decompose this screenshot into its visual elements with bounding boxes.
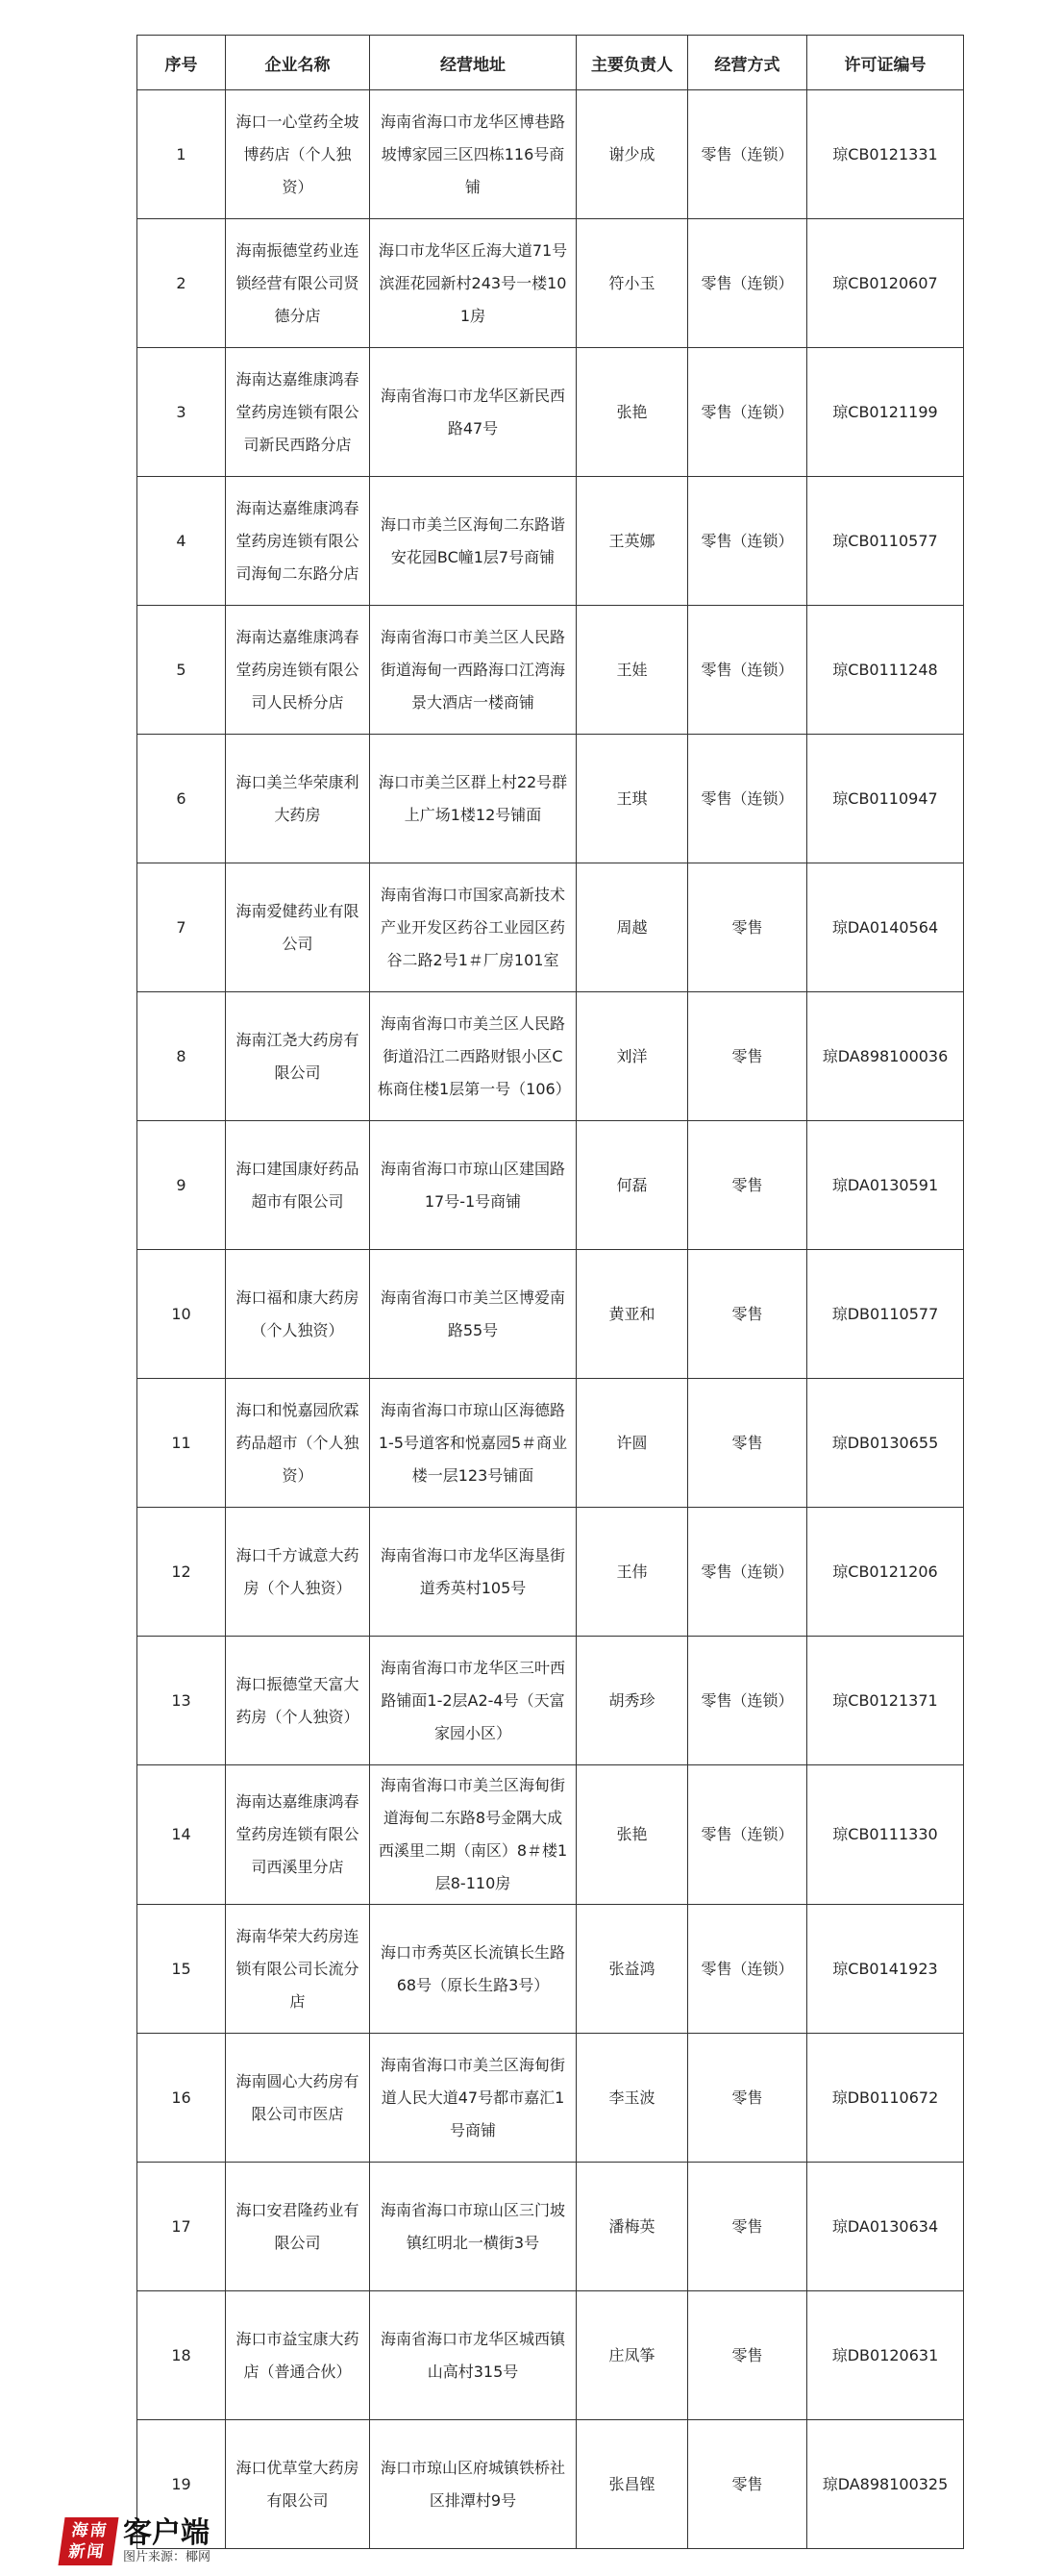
cell-business-mode: 零售 <box>688 2420 807 2549</box>
table-row <box>137 606 964 735</box>
cell-license-number: 琼DA0130634 <box>807 2163 964 2291</box>
cell-address: 海口市美兰区海甸二东路谐安花园BC幢1层7号商铺 <box>370 477 577 606</box>
table-row <box>137 1379 964 1508</box>
table-row <box>137 992 964 1121</box>
logo-text-group <box>123 2517 210 2565</box>
cell-person-in-charge: 张昌铿 <box>577 2420 688 2549</box>
cell-index: 16 <box>137 2034 226 2163</box>
cell-company-name: 海口市益宝康大药店（普通合伙） <box>226 2291 370 2420</box>
cell-business-mode: 零售（连锁） <box>688 1508 807 1637</box>
cell-company-name: 海口福和康大药房（个人独资） <box>226 1250 370 1379</box>
cell-index: 15 <box>137 1905 226 2034</box>
cell-index: 4 <box>137 477 226 606</box>
cell-person-in-charge: 张艳 <box>577 1765 688 1905</box>
cell-person-in-charge: 许圆 <box>577 1379 688 1508</box>
cell-address: 海南省海口市国家高新技术产业开发区药谷工业园区药谷二路2号1＃厂房101室 <box>370 863 577 992</box>
cell-company-name: 海口优草堂大药房有限公司 <box>226 2420 370 2549</box>
cell-business-mode: 零售（连锁） <box>688 477 807 606</box>
cell-business-mode: 零售 <box>688 2034 807 2163</box>
cell-index: 3 <box>137 348 226 477</box>
table-row <box>137 2420 964 2549</box>
cell-address: 海南省海口市美兰区海甸街道海甸二东路8号金隅大成西溪里二期（南区）8＃楼1层8-110房 <box>370 1765 577 1905</box>
cell-person-in-charge: 刘洋 <box>577 992 688 1121</box>
cell-company-name: 海口千方诚意大药房（个人独资） <box>226 1508 370 1637</box>
cell-address: 海口市秀英区长流镇长生路68号（原长生路3号） <box>370 1905 577 2034</box>
table-row <box>137 348 964 477</box>
cell-business-mode: 零售 <box>688 992 807 1121</box>
cell-address: 海南省海口市美兰区海甸街道人民大道47号都市嘉汇1号商铺 <box>370 2034 577 2163</box>
table-row <box>137 219 964 348</box>
cell-index: 12 <box>137 1508 226 1637</box>
header-address: 经营地址 <box>370 36 577 90</box>
cell-address: 海南省海口市琼山区海德路1-5号道客和悦嘉园5＃商业楼一层123号铺面 <box>370 1379 577 1508</box>
cell-index: 2 <box>137 219 226 348</box>
cell-person-in-charge: 李玉波 <box>577 2034 688 2163</box>
client-label: 客户端 <box>123 2516 210 2550</box>
table-row <box>137 2163 964 2291</box>
cell-license-number: 琼CB0121206 <box>807 1508 964 1637</box>
cell-license-number: 琼DB0130655 <box>807 1379 964 1508</box>
cell-address: 海南省海口市龙华区城西镇山高村315号 <box>370 2291 577 2420</box>
header-company-name: 企业名称 <box>226 36 370 90</box>
table-row <box>137 2034 964 2163</box>
cell-person-in-charge: 符小玉 <box>577 219 688 348</box>
table-row <box>137 1637 964 1765</box>
cell-person-in-charge: 何磊 <box>577 1121 688 1250</box>
cell-company-name: 海口和悦嘉园欣霖药品超市（个人独资） <box>226 1379 370 1508</box>
cell-company-name: 海南爱健药业有限公司 <box>226 863 370 992</box>
header-person-in-charge: 主要负责人 <box>577 36 688 90</box>
cell-business-mode: 零售（连锁） <box>688 348 807 477</box>
cell-license-number: 琼CB0111248 <box>807 606 964 735</box>
cell-company-name: 海口建国康好药品超市有限公司 <box>226 1121 370 1250</box>
header-index: 序号 <box>137 36 226 90</box>
cell-license-number: 琼CB0141923 <box>807 1905 964 2034</box>
cell-person-in-charge: 王娃 <box>577 606 688 735</box>
cell-index: 13 <box>137 1637 226 1765</box>
cell-person-in-charge: 王琪 <box>577 735 688 863</box>
cell-license-number: 琼DB0110577 <box>807 1250 964 1379</box>
cell-index: 5 <box>137 606 226 735</box>
hainan-news-logo <box>58 2517 118 2565</box>
cell-license-number: 琼DA898100325 <box>807 2420 964 2549</box>
cell-business-mode: 零售 <box>688 1250 807 1379</box>
cell-company-name: 海南江尧大药房有限公司 <box>226 992 370 1121</box>
cell-license-number: 琼CB0121371 <box>807 1637 964 1765</box>
cell-index: 6 <box>137 735 226 863</box>
cell-license-number: 琼DB0110672 <box>807 2034 964 2163</box>
cell-business-mode: 零售（连锁） <box>688 1765 807 1905</box>
cell-person-in-charge: 周越 <box>577 863 688 992</box>
cell-license-number: 琼DA0130591 <box>807 1121 964 1250</box>
cell-address: 海南省海口市美兰区博爱南路55号 <box>370 1250 577 1379</box>
cell-license-number: 琼CB0121199 <box>807 348 964 477</box>
cell-person-in-charge: 张益鸿 <box>577 1905 688 2034</box>
header-license-number: 许可证编号 <box>807 36 964 90</box>
table-header-row <box>137 36 964 90</box>
cell-address: 海南省海口市龙华区博巷路坡博家园三区四栋116号商铺 <box>370 90 577 219</box>
footer-brand <box>62 2517 210 2565</box>
cell-person-in-charge: 庄凤筝 <box>577 2291 688 2420</box>
cell-business-mode: 零售 <box>688 2163 807 2291</box>
table-row <box>137 1121 964 1250</box>
header-business-mode: 经营方式 <box>688 36 807 90</box>
cell-address: 海南省海口市龙华区新民西路47号 <box>370 348 577 477</box>
cell-company-name: 海南圆心大药房有限公司市医店 <box>226 2034 370 2163</box>
cell-person-in-charge: 黄亚和 <box>577 1250 688 1379</box>
cell-business-mode: 零售 <box>688 863 807 992</box>
cell-address: 海口市琼山区府城镇铁桥社区排潭村9号 <box>370 2420 577 2549</box>
cell-company-name: 海口一心堂药全坡博药店（个人独资） <box>226 90 370 219</box>
cell-address: 海口市龙华区丘海大道71号滨涯花园新村243号一楼101房 <box>370 219 577 348</box>
cell-license-number: 琼DB0120631 <box>807 2291 964 2420</box>
table-row <box>137 1250 964 1379</box>
table-row <box>137 1905 964 2034</box>
cell-index: 10 <box>137 1250 226 1379</box>
cell-index: 7 <box>137 863 226 992</box>
cell-business-mode: 零售 <box>688 1379 807 1508</box>
cell-license-number: 琼CB0120607 <box>807 219 964 348</box>
cell-index: 1 <box>137 90 226 219</box>
cell-company-name: 海南达嘉维康鸿春堂药房连锁有限公司海甸二东路分店 <box>226 477 370 606</box>
cell-company-name: 海南振德堂药业连锁经营有限公司贤德分店 <box>226 219 370 348</box>
cell-license-number: 琼CB0111330 <box>807 1765 964 1905</box>
cell-company-name: 海南达嘉维康鸿春堂药房连锁有限公司人民桥分店 <box>226 606 370 735</box>
cell-company-name: 海南达嘉维康鸿春堂药房连锁有限公司西溪里分店 <box>226 1765 370 1905</box>
cell-business-mode: 零售（连锁） <box>688 90 807 219</box>
cell-license-number: 琼CB0110577 <box>807 477 964 606</box>
table-body <box>137 90 964 2549</box>
cell-person-in-charge: 潘梅英 <box>577 2163 688 2291</box>
cell-person-in-charge: 王伟 <box>577 1508 688 1637</box>
cell-address: 海南省海口市琼山区三门坡镇红明北一横街3号 <box>370 2163 577 2291</box>
cell-business-mode: 零售 <box>688 2291 807 2420</box>
cell-address: 海南省海口市美兰区人民路街道沿江二西路财银小区C栋商住楼1层第一号（106） <box>370 992 577 1121</box>
cell-license-number: 琼DA0140564 <box>807 863 964 992</box>
logo-line1: 海南 <box>70 2521 110 2540</box>
cell-address: 海南省海口市龙华区海垦街道秀英村105号 <box>370 1508 577 1637</box>
cell-license-number: 琼CB0110947 <box>807 735 964 863</box>
cell-company-name: 海口振德堂天富大药房（个人独资） <box>226 1637 370 1765</box>
cell-index: 11 <box>137 1379 226 1508</box>
cell-index: 17 <box>137 2163 226 2291</box>
cell-index: 8 <box>137 992 226 1121</box>
cell-index: 9 <box>137 1121 226 1250</box>
table-row <box>137 863 964 992</box>
cell-person-in-charge: 王英娜 <box>577 477 688 606</box>
table-row <box>137 477 964 606</box>
image-source-label: 图片来源：椰网 <box>123 2550 211 2564</box>
cell-index: 19 <box>137 2420 226 2549</box>
cell-business-mode: 零售（连锁） <box>688 219 807 348</box>
table-row <box>137 735 964 863</box>
license-table-container <box>136 35 963 2549</box>
table-row <box>137 1508 964 1637</box>
logo-line2: 新闻 <box>67 2542 107 2562</box>
cell-license-number: 琼DA898100036 <box>807 992 964 1121</box>
license-table <box>136 35 964 2549</box>
cell-company-name: 海口安君隆药业有限公司 <box>226 2163 370 2291</box>
cell-index: 14 <box>137 1765 226 1905</box>
cell-person-in-charge: 张艳 <box>577 348 688 477</box>
cell-business-mode: 零售（连锁） <box>688 735 807 863</box>
cell-license-number: 琼CB0121331 <box>807 90 964 219</box>
cell-business-mode: 零售（连锁） <box>688 606 807 735</box>
cell-address: 海口市美兰区群上村22号群上广场1楼12号铺面 <box>370 735 577 863</box>
table-row <box>137 1765 964 1905</box>
cell-business-mode: 零售 <box>688 1121 807 1250</box>
cell-company-name: 海口美兰华荣康利大药房 <box>226 735 370 863</box>
cell-address: 海南省海口市龙华区三叶西路铺面1-2层A2-4号（天富家园小区） <box>370 1637 577 1765</box>
cell-address: 海南省海口市琼山区建国路17号-1号商铺 <box>370 1121 577 1250</box>
cell-business-mode: 零售（连锁） <box>688 1905 807 2034</box>
cell-company-name: 海南达嘉维康鸿春堂药房连锁有限公司新民西路分店 <box>226 348 370 477</box>
table-row <box>137 90 964 219</box>
cell-business-mode: 零售（连锁） <box>688 1637 807 1765</box>
cell-person-in-charge: 谢少成 <box>577 90 688 219</box>
cell-company-name: 海南华荣大药房连锁有限公司长流分店 <box>226 1905 370 2034</box>
cell-address: 海南省海口市美兰区人民路街道海甸一西路海口江湾海景大酒店一楼商铺 <box>370 606 577 735</box>
table-row <box>137 2291 964 2420</box>
cell-index: 18 <box>137 2291 226 2420</box>
cell-person-in-charge: 胡秀珍 <box>577 1637 688 1765</box>
